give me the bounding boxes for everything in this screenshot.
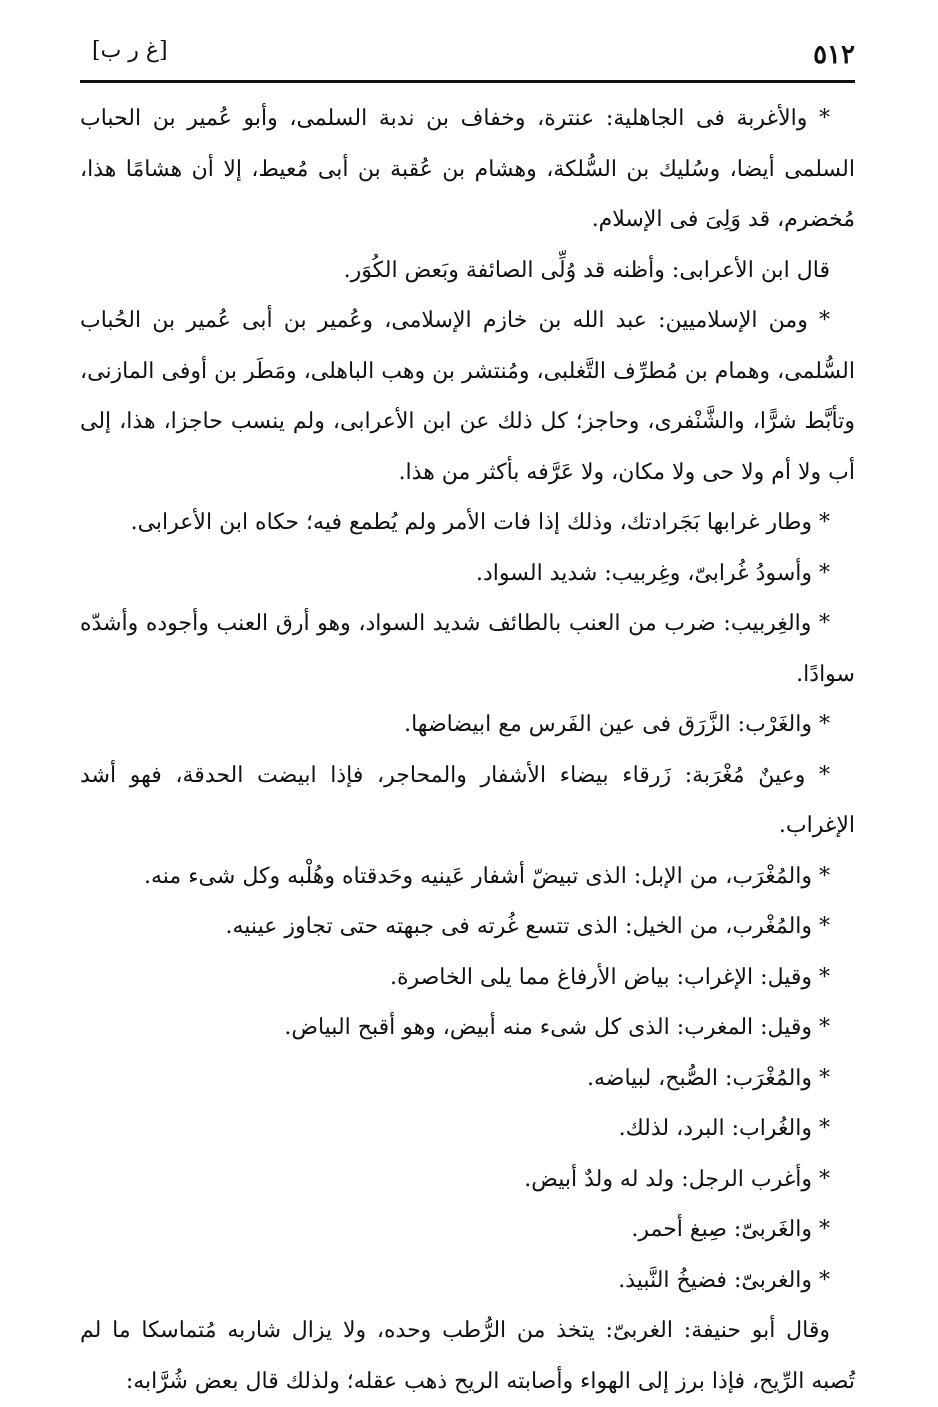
page-header [80, 30, 855, 70]
paragraph: * والغُراب: البرد، لذلك. [618, 1116, 830, 1141]
paragraph: * وأسودُ غُرابىّ، وغِربيب: شديد السواد. [475, 560, 830, 586]
paragraph: * والغَربىّ: صِبغ أحمر. [631, 1217, 830, 1242]
header-divider [80, 80, 855, 83]
paragraph: * وعينٌ مُغْرَبة: زَرقاء بيضاء الأشفار والمحاجر، فإذا ابيضت الحدقة، فهو أشد الإغراب. [80, 762, 855, 838]
paragraph: * وطار غرابها بَجَرادتك، وذلك إذا فات الأمر ولم يُطمع فيه؛ حكاه ابن الأعرابى. [130, 510, 830, 535]
paragraph: * والمُغْرب، من الخيل: الذى تتسع غُرته فى جبهته حتى تجاوز عينيه. [225, 914, 830, 939]
paragraph: قال ابن الأعرابى: وأظنه قد وُلِّى الصائفة وبَعض الكُوَر. [343, 257, 830, 283]
paragraph: * وقيل: المغرب: الذى كل شىء منه أبيض، وهو أقبح البياض. [284, 1015, 830, 1040]
paragraph: * والغربىّ: فضيخُ النَّبيذ. [618, 1267, 830, 1293]
page-body [80, 94, 855, 1407]
paragraph: وقال أبو حنيفة: الغربىّ: يتخذ من الرُّطب وحده، ولا يزال شاربه مُتماسكا ما لم تُصبه الرِّيح، فإذا برز إلى الهواء وأصابته الريح ذهب عقله؛ ولذلك قال بعض شُرَّابه: [80, 1318, 855, 1394]
paragraph: * والغِربيب: ضرب من العنب بالطائف شديد السواد، وهو أرق العنب وأجوده وأشدّه سوادًا. [80, 611, 855, 687]
entry-root-label: [غ ر ب] [92, 38, 168, 63]
paragraph: * وأغرب الرجل: ولد له ولدٌ أبيض. [524, 1166, 830, 1192]
paragraph: * والمُغْرَب: الصُّبح، لبياضه. [587, 1065, 830, 1091]
paragraph: * والأغربة فى الجاهلية: عنترة، وخفاف بن ندبة السلمى، وأبو عُمير بن الحباب السلمى أيضا، وسُليك بن السُّلكة، وهشام بن عُقبة بن أبى مُعيط، إلا أن هشامًا هذا، مُخضرم، قد وَلِىَ فى الإسلام. [80, 106, 855, 232]
page-number: ٥١٢ [813, 40, 855, 70]
paragraph: * والغَرْب: الزَّرَق فى عين الفَرس مع ابيضاضها. [404, 712, 830, 737]
paragraph: * وقيل: الإغراب: بياض الأرفاغ مما يلى الخاصرة. [389, 964, 830, 990]
paragraph: * والمُغْرَب، من الإبل: الذى تبيضّ أشفار عَينيه وحَدقتاه وهُلْبه وكل شىء منه. [144, 863, 830, 889]
paragraph: * ومن الإسلاميين: عبد الله بن خازم الإسلامى، وعُمير بن أبى عُمير بن الحُباب السُّلمى، وهمام بن مُطرِّف التَّغلبى، ومُنتشر بن وهب الباهلى، ومَطَر بن أوفى المازنى، وتأبَّط شرًّا، والشَّنْفرى، وحاجز؛ كل ذلك عن ابن الأعرابى، ولم ينسب حاجزا، هذا، إلى أب ولا أم ولا حى ولا مكان، ولا عَرَّفه بأكثر من هذا. [80, 308, 855, 485]
